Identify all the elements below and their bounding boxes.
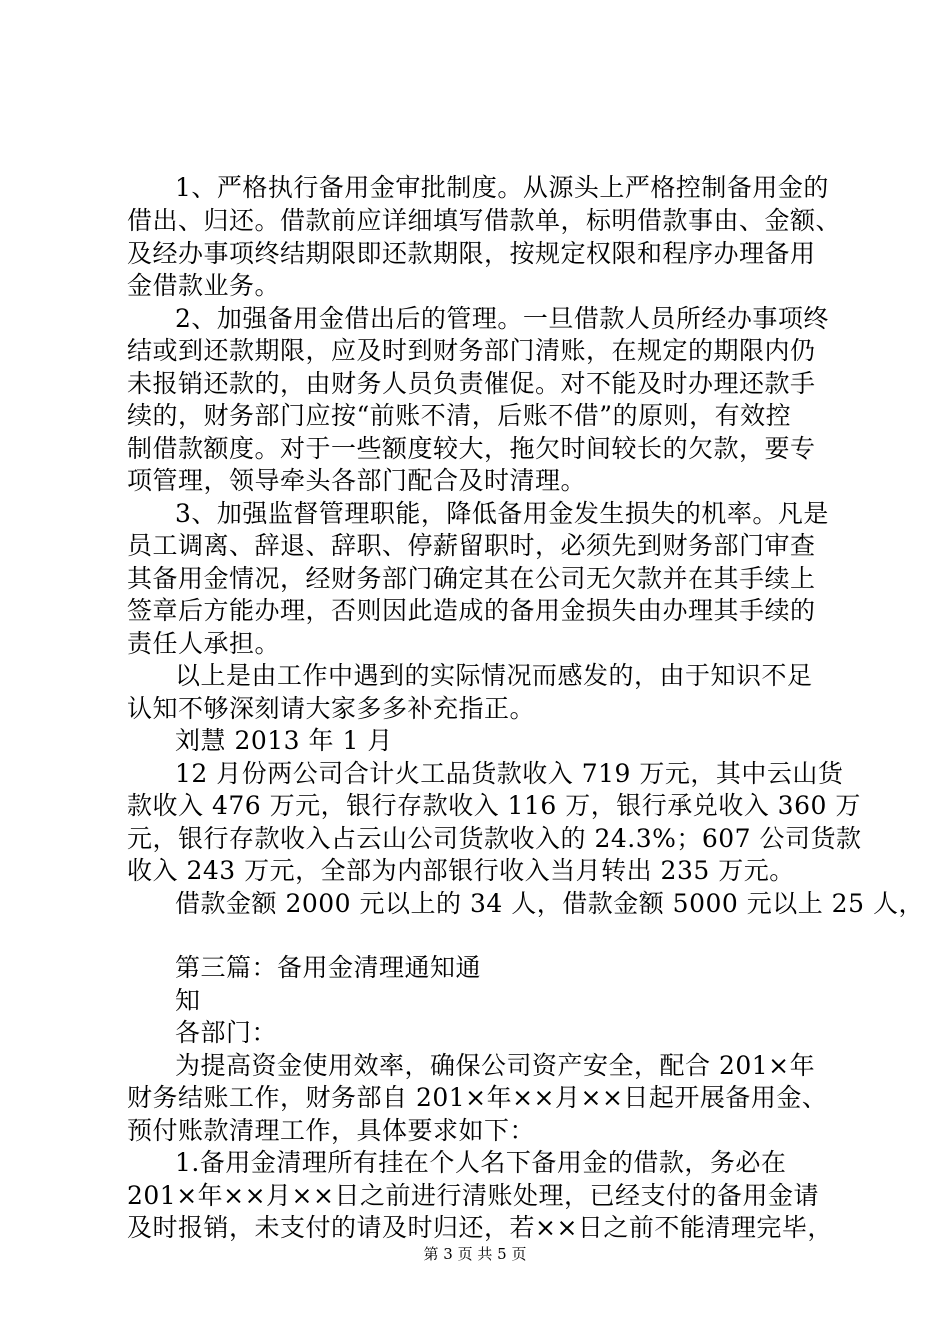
paragraph-line: 员工调离、辞退、辞职、停薪留职时，必须先到财务部门审查 xyxy=(127,531,816,560)
salutation: 各部门： xyxy=(175,1018,278,1047)
paragraph-line: 借款金额 2000 元以上的 34 人，借款金额 5000 元以上 25 人， xyxy=(175,889,924,918)
paragraph-line: 3、加强监督管理职能，降低备用金发生损失的机率。凡是 xyxy=(175,499,829,528)
paragraph-line: 责任人承担。 xyxy=(127,629,281,658)
paragraph-line: 收入 243 万元，全部为内部银行收入当月转出 235 万元。 xyxy=(127,856,795,885)
paragraph-line: 201×年××月××日之前进行清账处理，已经支付的备用金请 xyxy=(127,1181,819,1210)
paragraph-line: 其备用金情况，经财务部门确定其在公司无欠款并在其手续上 xyxy=(127,564,816,593)
section-heading: 知 xyxy=(175,986,201,1015)
paragraph-line: 以上是由工作中遇到的实际情况而感发的，由于知识不足 xyxy=(175,661,813,690)
paragraph-line: 项管理，领导牵头各部门配合及时清理。 xyxy=(127,466,587,495)
signature-line: 刘慧 2013 年 1 月 xyxy=(175,726,393,755)
paragraph-line: 1、严格执行备用金审批制度。从源头上严格控制备用金的 xyxy=(175,173,829,202)
paragraph-line: 款收入 476 万元，银行存款收入 116 万，银行承兑收入 360 万 xyxy=(127,791,861,820)
paragraph-line: 结或到还款期限，应及时到财务部门清账，在规定的期限内仍 xyxy=(127,336,816,365)
paragraph-line: 及时报销，未支付的请及时归还，若××日之前不能清理完毕， xyxy=(127,1213,833,1242)
paragraph-line: 续的，财务部门应按“前账不清，后账不借”的原则，有效控 xyxy=(127,401,792,430)
paragraph-line: 制借款额度。对于一些额度较大，拖欠时间较长的欠款，要专 xyxy=(127,434,816,463)
paragraph-line: 未报销还款的，由财务人员负责催促。对不能及时办理还款手 xyxy=(127,369,816,398)
paragraph-line: 签章后方能办理，否则因此造成的备用金损失由办理其手续的 xyxy=(127,596,816,625)
paragraph-line: 1.备用金清理所有挂在个人名下备用金的借款，务必在 xyxy=(175,1148,787,1177)
paragraph-line: 2、加强备用金借出后的管理。一旦借款人员所经办事项终 xyxy=(175,304,829,333)
paragraph-line: 预付账款清理工作，具体要求如下： xyxy=(127,1116,536,1145)
paragraph-line: 金借款业务。 xyxy=(127,271,281,300)
paragraph-line: 12 月份两公司合计火工品货款收入 719 万元，其中云山货 xyxy=(175,759,844,788)
page-number-footer: 第 3 页 共 5 页 xyxy=(423,1245,527,1263)
paragraph-line: 财务结账工作，财务部自 201×年××月××日起开展备用金、 xyxy=(127,1083,828,1112)
paragraph-line: 元，银行存款收入占云山公司货款收入的 24.3%；607 公司货款 xyxy=(127,824,862,853)
paragraph-line: 及经办事项终结期限即还款期限，按规定权限和程序办理备用 xyxy=(127,239,816,268)
paragraph-line: 认知不够深刻请大家多多补充指正。 xyxy=(127,694,536,723)
paragraph-line: 为提高资金使用效率，确保公司资产安全，配合 201×年 xyxy=(175,1051,816,1080)
paragraph-line: 借出、归还。借款前应详细填写借款单，标明借款事由、金额、 xyxy=(127,206,842,235)
section-heading: 第三篇：备用金清理通知通 xyxy=(175,953,482,982)
